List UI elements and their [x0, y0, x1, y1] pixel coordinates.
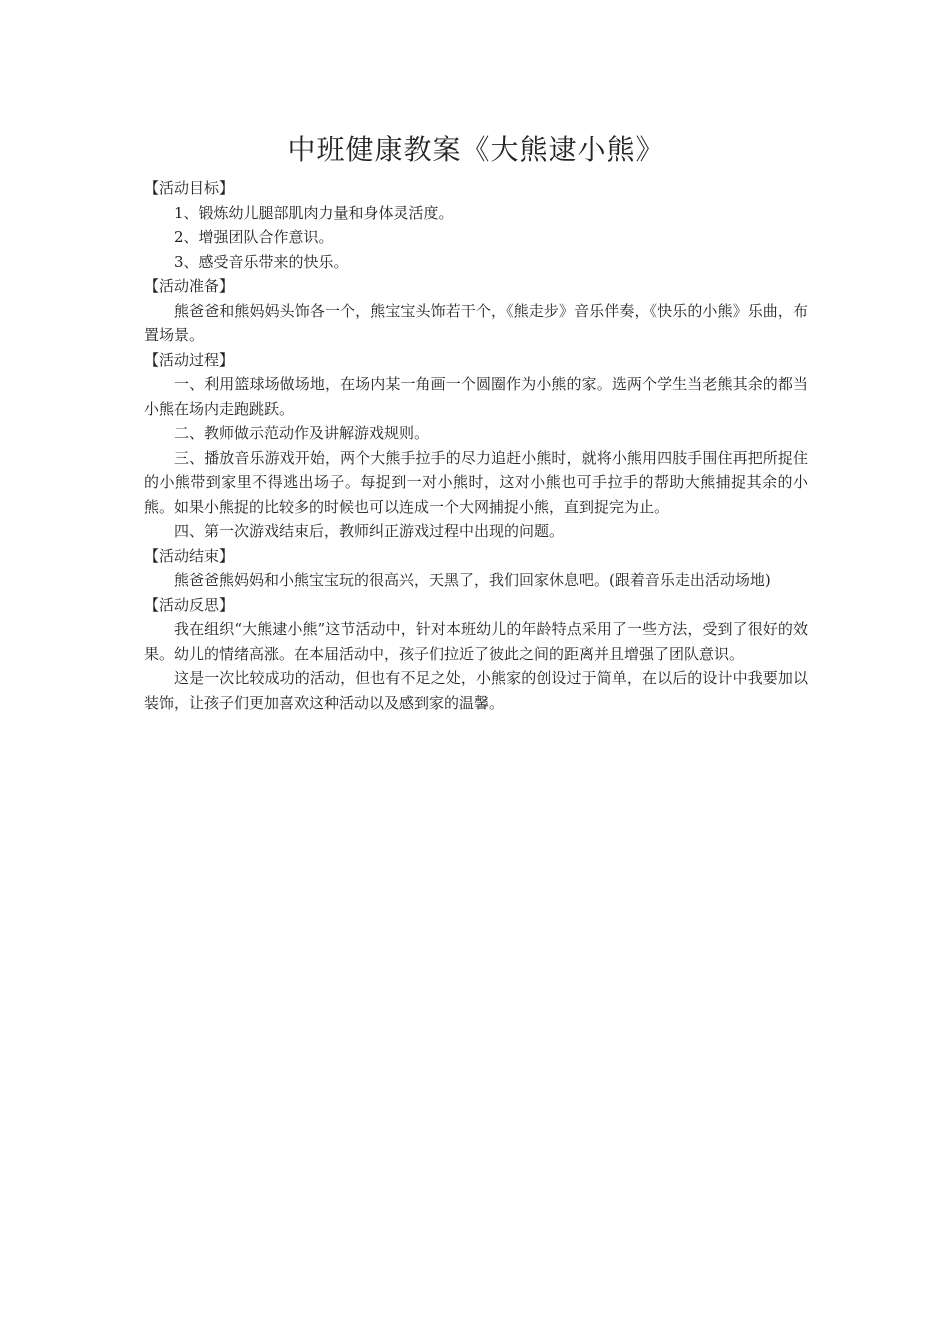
- section-heading: 【活动准备】: [144, 277, 235, 295]
- paragraph: 熊爸爸和熊妈妈头饰各一个，熊宝宝头饰若干个，《熊走步》音乐伴奏，《快乐的小熊》乐曲，布置场景。: [144, 301, 808, 344]
- section-ending: [144, 544, 808, 593]
- document-title: 中班健康教案《大熊逮小熊》: [287, 133, 665, 166]
- section-process: [144, 348, 808, 544]
- section-heading: 【活动过程】: [144, 350, 235, 369]
- paragraph: 熊爸爸熊妈妈和小熊宝宝玩的很高兴，天黑了，我们回家休息吧。(跟着音乐走出活动场地): [174, 571, 771, 589]
- paragraph: 三、播放音乐游戏开始，两个大熊手拉手的尽力追赶小熊时，就将小熊用四肢手围住再把所捉住的小熊带到家里不得逃出场子。每捉到一对小熊时，这对小熊也可手拉手的帮助大熊捕捉其余的小熊。如果小熊捉的比较多的时候也可以连成一个大网捕捉小熊，直到捉完为止。: [144, 448, 808, 516]
- section-reflection: [144, 593, 808, 716]
- section-heading: 【活动目标】: [144, 179, 235, 197]
- paragraph: 这是一次比较成功的活动，但也有不足之处，小熊家的创设过于简单，在以后的设计中我要加以装饰，让孩子们更加喜欢这种活动以及感到家的温馨。: [144, 669, 808, 712]
- section-preparation: [144, 274, 808, 348]
- paragraph: 我在组织“大熊逮小熊”这节活动中，针对本班幼儿的年龄特点采用了一些方法，受到了很好的效果。幼儿的情绪高涨。在本届活动中，孩子们拉近了彼此之间的距离并且增强了团队意识。: [144, 620, 808, 663]
- paragraph: 二、教师做示范动作及讲解游戏规则。: [174, 424, 430, 442]
- section-heading: 【活动结束】: [144, 546, 235, 565]
- paragraph: 3、感受音乐带来的快乐。: [174, 252, 349, 271]
- paragraph: 1、锻炼幼儿腿部肌肉力量和身体灵活度。: [174, 203, 454, 222]
- section-heading: 【活动反思】: [144, 595, 235, 614]
- paragraph: 2、增强团队合作意识。: [174, 228, 334, 246]
- paragraph: 四、第一次游戏结束后，教师纠正游戏过程中出现的问题。: [174, 522, 565, 540]
- document-body: [144, 128, 808, 715]
- section-objectives: [144, 176, 808, 274]
- paragraph: 一、利用篮球场做场地，在场内某一角画一个圆圈作为小熊的家。选两个学生当老熊其余的都当小熊在场内走跑跳跃。: [144, 375, 808, 418]
